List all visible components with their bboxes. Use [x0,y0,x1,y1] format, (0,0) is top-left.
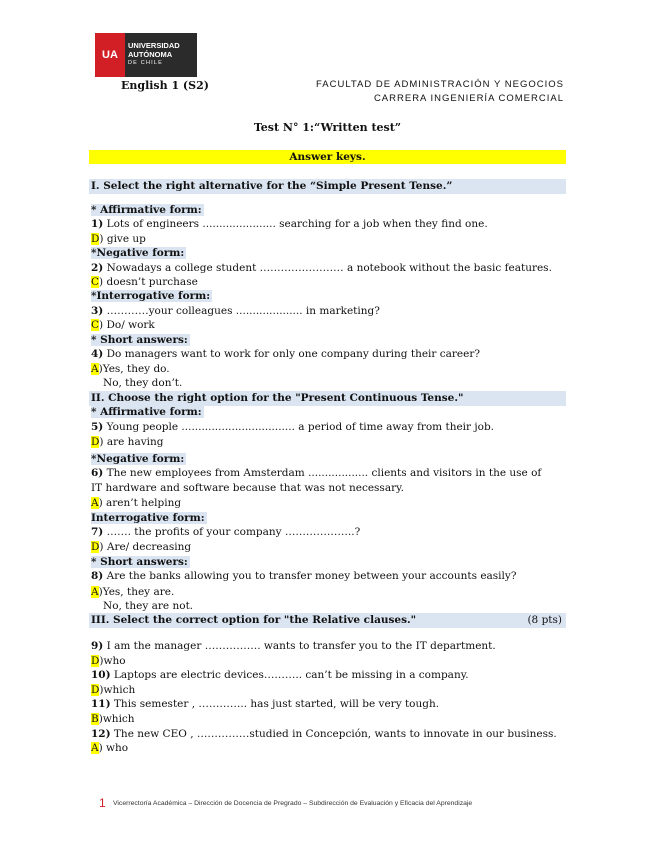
answer-7: D) Are/ decreasing [91,541,192,553]
logo-mark: UA [95,33,125,77]
question-9: 9) I am the manager ……………. wants to transfer you to the IT department. [91,640,496,652]
answer-6: A) aren’t helping [91,497,182,509]
short-answers-label: * Short answers: [91,556,188,568]
footer-text: Vicerrectoría Académica – Dirección de Docencia de Pregrado – Subdirección de Evaluación y Eficacia del Aprendizaje [113,800,473,807]
question-7: 7) ……. the profits of your company ………………..? [91,526,361,538]
logo-line-2: AUTÓNOMA [128,50,173,59]
answer-12: A) who [91,742,129,754]
question-6: 6) The new employees from Amsterdam .................. clients and visitors in the use of IT hardware and software because that was not necessary. [91,467,542,494]
faculty-line-2: CARRERA INGENIERÍA COMERCIAL [373,93,564,104]
question-12: 12) The new CEO , ……………studied in Concepción, wants to innovate in our business. [91,728,557,740]
negative-label: *Negative form: [91,247,185,259]
answer-1: D) give up [91,233,146,245]
answer-3: C) Do/ work [91,319,155,331]
answer-keys-banner: Answer keys. [89,150,566,164]
question-5: 5) Young people .................................. a period of time away from their job. [91,421,495,433]
question-4: 4) Do managers want to work for only one company during their career? [91,348,481,360]
section-3-heading: III. Select the correct option for "the Relative clauses." (8 pts) [89,613,566,628]
affirmative-label: * Affirmative form: [91,204,202,216]
question-1: 1) Lots of engineers ...................... searching for a job when they find one. [91,218,488,230]
logo-line-3: DE CHILE [128,60,163,66]
answer-8-alt: No, they are not. [103,600,194,612]
answer-5: D) are having [91,436,164,448]
question-11: 11) This semester , ………….. has just started, will be very tough. [91,698,440,710]
section-1-heading: I. Select the right alternative for the “Simple Present Tense.” [89,179,566,194]
answer-4-alt: No, they don’t. [103,377,183,389]
test-title: Test N° 1:“Written test” [253,121,402,134]
faculty-line-1: FACULTAD DE ADMINISTRACIÓN Y NEGOCIOS [316,79,564,90]
faculty-header [316,78,564,106]
interrogative-label: Interrogative form: [91,512,205,524]
affirmative-label: * Affirmative form: [91,406,202,418]
question-2: 2) Nowadays a college student …………………… a notebook without the basic features. [91,262,552,274]
section-3-points: (8 pts) [527,614,562,626]
answer-9: D)who [91,655,126,667]
section-2-heading: II. Choose the right option for the "Present Continuous Tense." [89,391,566,406]
interrogative-label: *Interrogative form: [91,290,211,302]
answer-10: D)which [91,684,136,696]
short-answers-label: * Short answers: [91,334,188,346]
page-number: 1 [99,796,106,810]
negative-label: *Negative form: [91,453,185,465]
logo-text [128,41,196,68]
logo-line-1: UNIVERSIDAD [128,41,180,50]
answer-8: A)Yes, they are. [91,586,175,598]
answer-2: C) doesn’t purchase [91,276,198,288]
question-10: 10) Laptops are electric devices……….. can’t be missing in a company. [91,669,469,681]
university-logo [95,33,197,77]
answer-4: A)Yes, they do. [91,363,170,375]
answer-11: B)which [91,713,135,725]
course-name: English 1 (S2) [121,79,209,92]
question-8: 8) Are the banks allowing you to transfer money between your accounts easily? [91,570,517,582]
question-3: 3) …………your colleagues .................... in marketing? [91,305,380,317]
